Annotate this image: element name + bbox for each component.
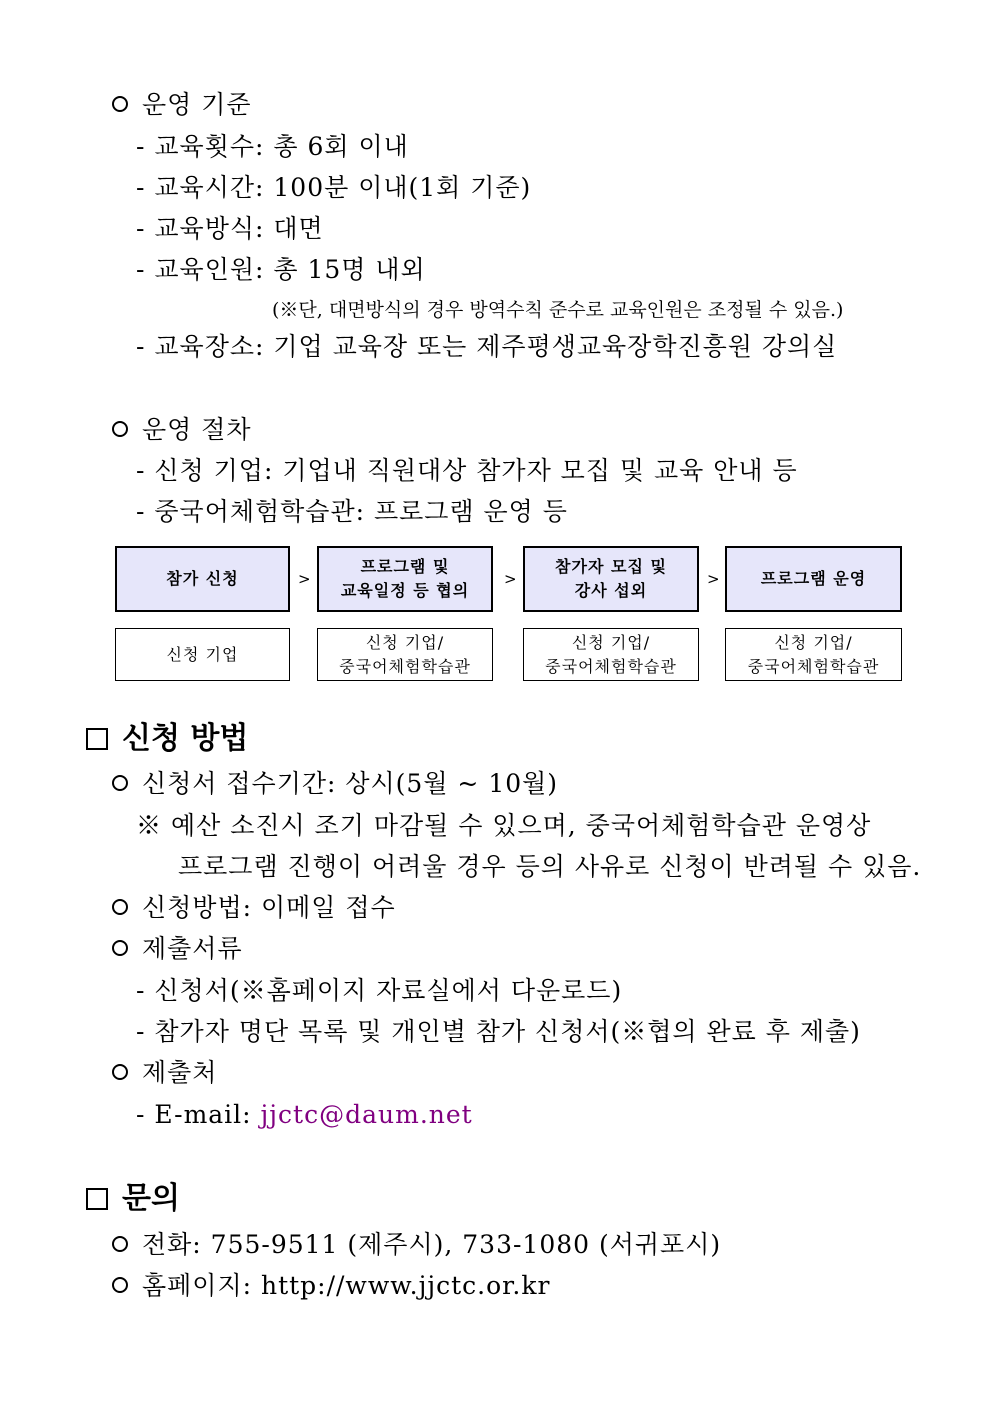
circle-bullet-icon [112, 940, 128, 956]
flow-step-4: 프로그램 운영 [725, 546, 902, 612]
criteria-place: - 교육장소: 기업 교육장 또는 제주평생교육장학진흥원 강의실 [136, 332, 838, 361]
circle-bullet-icon [112, 1236, 128, 1252]
procedure-item: - 신청 기업: 기업내 직원대상 참가자 모집 및 교육 안내 등 [136, 456, 798, 485]
flow-arrow: > [707, 570, 720, 588]
circle-bullet-icon [112, 1064, 128, 1080]
criteria-item: - 교육인원: 총 15명 내외 [136, 255, 426, 284]
apply-heading: 신청 방법 [86, 721, 248, 757]
circle-bullet-icon [112, 899, 128, 915]
criteria-title: 운영 기준 [112, 90, 252, 120]
apply-warning-line2: 프로그램 진행이 어려울 경우 등의 사유로 신청이 반려될 수 있음. [178, 852, 922, 881]
procedure-title: 운영 절차 [112, 415, 252, 445]
flow-arrow: > [504, 570, 517, 588]
procedure-item: - 중국어체험학습관: 프로그램 운영 등 [136, 497, 568, 526]
square-bullet-icon [86, 1188, 108, 1210]
contact-phone: 전화: 755-9511 (제주시), 733-1080 (서귀포시) [112, 1230, 721, 1260]
apply-email-line: - E-mail: jjctc@daum.net [136, 1100, 473, 1129]
circle-bullet-icon [112, 775, 128, 791]
criteria-note: (※단, 대면방식의 경우 방역수칙 준수로 교육인원은 조정될 수 있음.) [272, 299, 844, 321]
email-link[interactable]: jjctc@daum.net [260, 1100, 473, 1129]
flow-arrow: > [298, 570, 311, 588]
contact-heading: 문의 [86, 1181, 180, 1217]
apply-method: 신청방법: 이메일 접수 [112, 893, 396, 923]
flow-actor-4: 신청 기업/ 중국어체험학습관 [725, 628, 902, 681]
flow-step-3: 참가자 모집 및 강사 섭외 [523, 546, 699, 612]
circle-bullet-icon [112, 421, 128, 437]
apply-dest-title: 제출처 [112, 1058, 217, 1088]
apply-doc-item: - 참가자 명단 목록 및 개인별 참가 신청서(※협의 완료 후 제출) [136, 1017, 861, 1046]
flow-actor-3: 신청 기업/ 중국어체험학습관 [523, 628, 699, 681]
flow-step-2: 프로그램 및 교육일정 등 협의 [317, 546, 493, 612]
apply-period: 신청서 접수기간: 상시(5월 ~ 10월) [112, 769, 558, 799]
flow-step-1: 참가 신청 [115, 546, 290, 612]
criteria-item: - 교육횟수: 총 6회 이내 [136, 132, 409, 161]
apply-docs-title: 제출서류 [112, 934, 243, 964]
circle-bullet-icon [112, 1277, 128, 1293]
square-bullet-icon [86, 728, 108, 750]
criteria-item: - 교육시간: 100분 이내(1회 기준) [136, 173, 532, 202]
contact-homepage: 홈페이지: http://www.jjctc.or.kr [112, 1271, 550, 1301]
flow-actor-2: 신청 기업/ 중국어체험학습관 [317, 628, 493, 681]
circle-bullet-icon [112, 96, 128, 112]
apply-doc-item: - 신청서(※홈페이지 자료실에서 다운로드) [136, 976, 623, 1005]
flow-actor-1: 신청 기업 [115, 628, 290, 681]
apply-warning-line1: ※ 예산 소진시 조기 마감될 수 있으며, 중국어체험학습관 운영상 [136, 811, 872, 840]
criteria-item: - 교육방식: 대면 [136, 214, 324, 243]
